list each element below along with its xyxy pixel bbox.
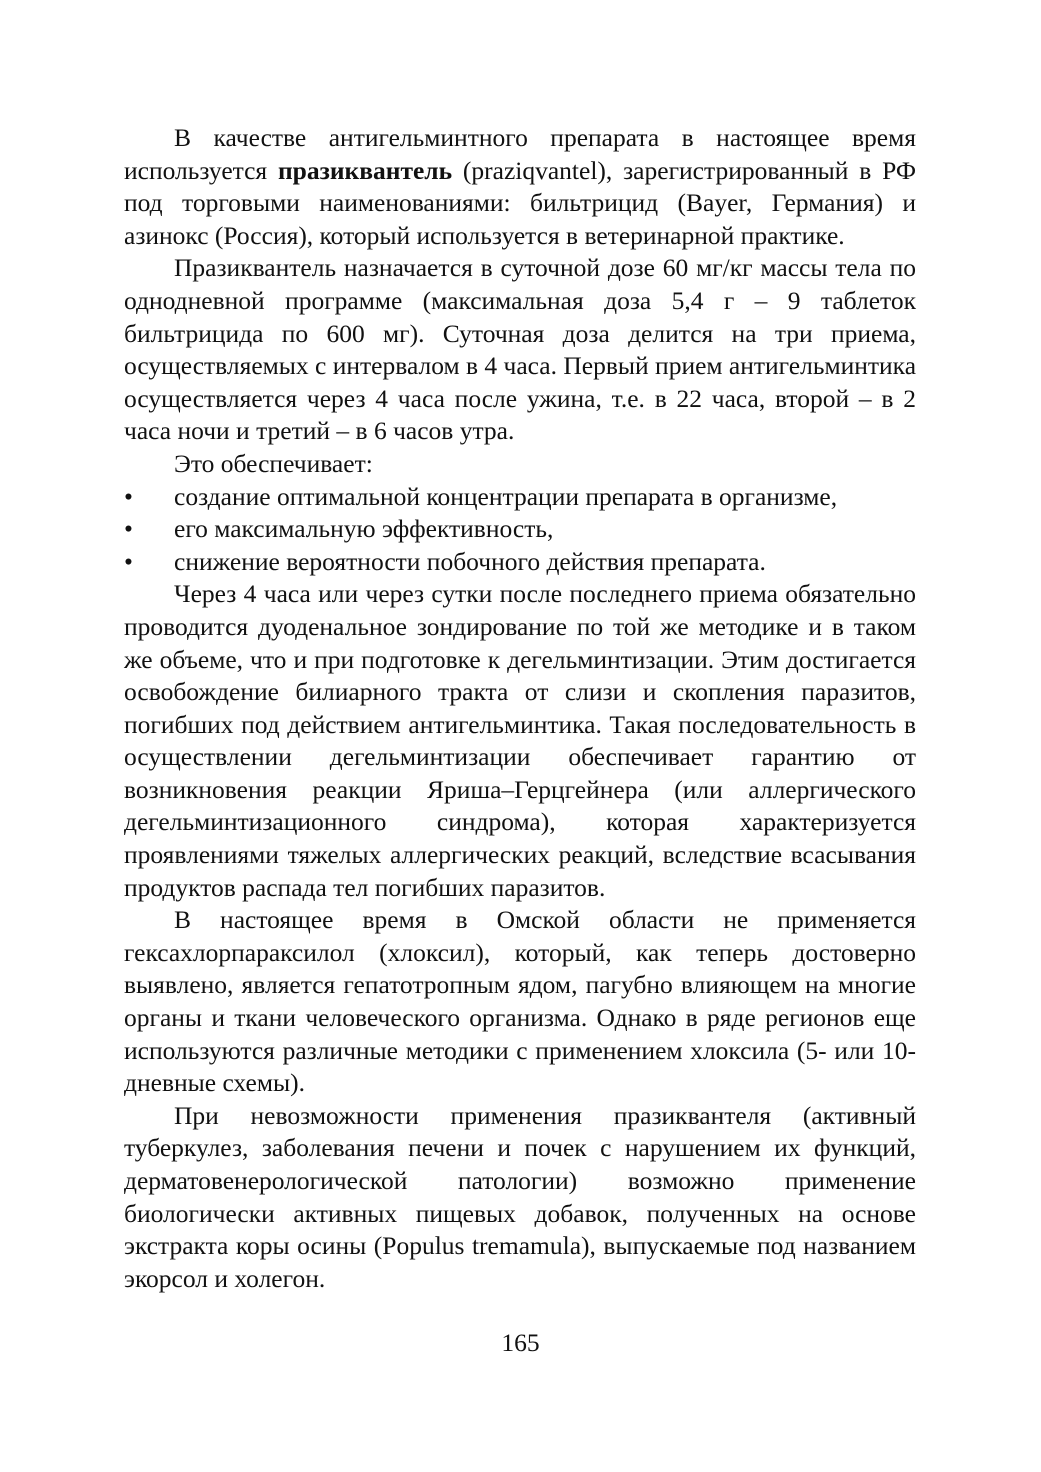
list-item-text: снижение вероятности побочного действия препарата. bbox=[174, 546, 766, 576]
list-item-text: создание оптимальной концентрации препарата в организме, bbox=[174, 481, 838, 511]
paragraph-alternatives: При невозможности применения празиквантеля (активный туберкулез, заболевания печени и почек с нарушением их функций, дерматовенерологической патологии) возможно применение биологически активных пищевых добавок, полученных на основе экстракта коры осины (Populus tremamula), выпускаемые под названием экорсол и холегон. bbox=[124, 1100, 916, 1293]
praziquantel-term: празиквантель bbox=[277, 155, 453, 185]
list-item bbox=[124, 546, 916, 579]
paragraph-praziquantel-intro bbox=[124, 122, 916, 252]
list-item bbox=[124, 481, 916, 514]
paragraph-provides: Это обеспечивает: bbox=[174, 448, 373, 478]
paragraph-dosage: Празиквантель назначается в суточной дозе 60 мг/кг массы тела по однодневной программе (максимальная доза 5,4 г – 9 таблеток бильтрицида по 600 мг). Суточная доза делится на три приема, осуществляемых с интервалом в 4 часа. Первый прием антигельминтика осуществляется через 4 часа после ужина, т.е. в 22 часа, второй – в 2 часа ночи и третий – в 6 часов утра. bbox=[124, 253, 917, 446]
paragraph-duodenal-sounding: Через 4 часа или через сутки после последнего приема обязательно проводится дуоденальное зондирование по той же методике и в таком же объеме, что и при подготовке к дегельминтизации. Этим достигается освобождение билиарного тракта от слизи и скопления паразитов, погибших под действием антигельминтика. Такая последовательность в осуществлении дегельминтизации обеспечивает гарантию от возникновения реакции Яриша–Герцгейнера (или аллергического дегельминтизационного синдрома), которая характеризуется проявлениями тяжелых аллергических реакций, вследствие всасывания продуктов распада тел погибших паразитов. bbox=[124, 579, 916, 902]
paragraph1-after: (praziqvantel), зарегистрированный в РФ под торговыми наименованиями: бильтрицид (Bayer, Германия) и азинокс (Россия), который используется в ветеринарной практике. bbox=[124, 155, 917, 250]
bullet-icon: • bbox=[124, 481, 133, 511]
page-number: 165 bbox=[501, 1328, 540, 1357]
paragraph1-before: В качестве антигельминтного препарата в настоящее время используется bbox=[124, 123, 916, 185]
page-body bbox=[124, 122, 916, 1295]
benefits-list bbox=[124, 481, 916, 579]
bullet-icon: • bbox=[124, 514, 133, 544]
bullet-icon: • bbox=[124, 546, 133, 576]
list-item-text: его максимальную эффективность, bbox=[174, 514, 554, 544]
paragraph-hexachloroparaxylol: В настоящее время в Омской области не применяется гексахлорпараксилол (хлоксил), который, как теперь достоверно выявлено, является гепатотропным ядом, пагубно влияющем на многие органы и ткани человеческого организма. Однако в ряде регионов еще используются различные методики с применением хлоксила (5- или 10-дневные схемы). bbox=[124, 905, 916, 1098]
list-item bbox=[124, 513, 916, 546]
